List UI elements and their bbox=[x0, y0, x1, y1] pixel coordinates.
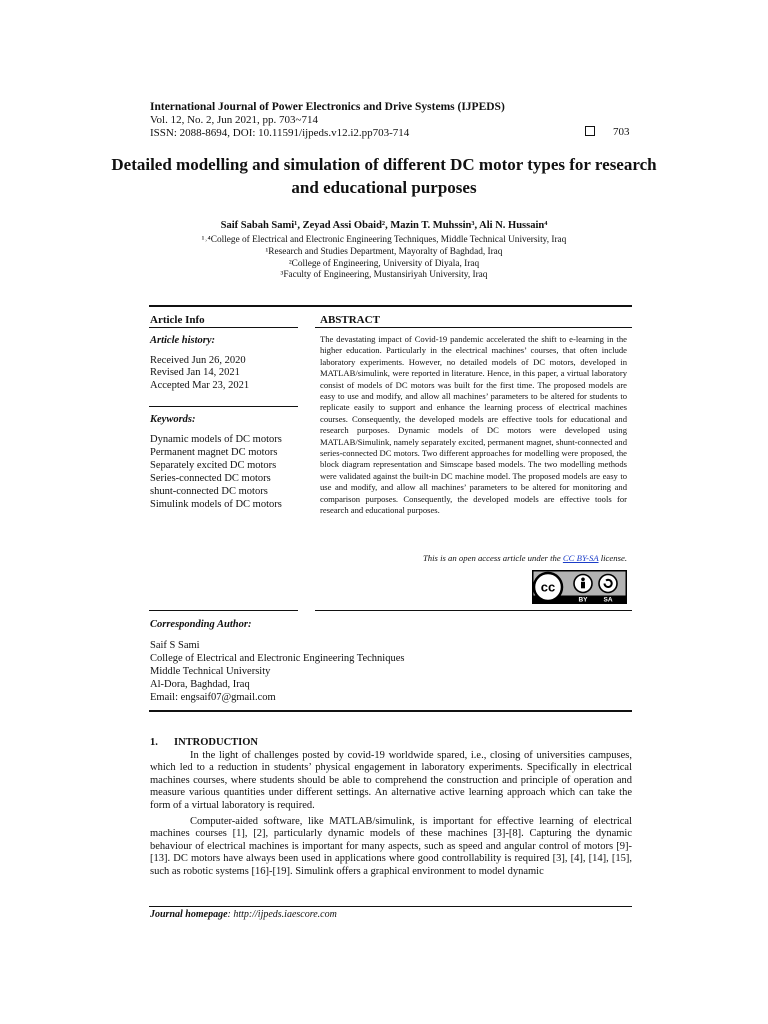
author-university: Middle Technical University bbox=[150, 666, 271, 677]
by-icon-body bbox=[581, 582, 585, 589]
license-prefix: This is an open access article under the bbox=[422, 553, 563, 563]
author-email[interactable]: Email: engsaif07@gmail.com bbox=[150, 692, 276, 703]
paper-title: Detailed modelling and simulation of different DC motor types for research and educational purposes bbox=[111, 155, 657, 197]
body-paragraph: In the light of challenges posted by covid-19 worldwide spared, i.e., closing of universities campuses, which led to a reduction in students’ physical engagement in laboratory experiments. Specifically in electrical machines courses, where students should be able to comprehend the construction and principle of operation and measure various quantities under different settings. An alternative active learning approach which can take the form of a virtual laboratory is required. bbox=[150, 750, 632, 811]
license-suffix: license. bbox=[598, 553, 627, 563]
revised-date: Revised Jan 14, 2021 bbox=[150, 367, 240, 378]
abstract-heading: ABSTRACT bbox=[320, 314, 380, 326]
page-number: 703 bbox=[613, 126, 630, 138]
sa-icon bbox=[599, 575, 617, 593]
keyword: Dynamic models of DC motors bbox=[150, 434, 282, 445]
section-title: INTRODUCTION bbox=[174, 737, 259, 748]
homepage-url[interactable]: : http://ijpeds.iaescore.com bbox=[227, 909, 337, 920]
author-list: Saif Sabah Sami¹, Zeyad Assi Obaid², Mazin T. Muhssin³, Ali N. Hussain⁴ bbox=[220, 220, 548, 231]
by-icon-head bbox=[581, 578, 585, 582]
by-label: BY bbox=[578, 596, 588, 604]
cc-by-sa-badge[interactable] bbox=[532, 570, 627, 604]
received-date: Received Jun 26, 2020 bbox=[150, 355, 246, 366]
badge-label-bar bbox=[562, 596, 626, 603]
affiliation: ³Faculty of Engineering, Mustansiriyah University, Iraq bbox=[280, 270, 488, 280]
affiliation: ²College of Engineering, University of Diyala, Iraq bbox=[288, 259, 480, 269]
keyword: Series-connected DC motors bbox=[150, 473, 271, 484]
introduction-heading bbox=[150, 737, 258, 748]
sa-label: SA bbox=[603, 596, 613, 604]
info-bottom-rule bbox=[149, 610, 298, 611]
abstract-heading-underline bbox=[315, 327, 632, 328]
journal-name: International Journal of Power Electronics and Drive Systems (IJPEDS) bbox=[150, 101, 505, 113]
homepage-label: Journal homepage bbox=[150, 909, 228, 920]
affiliation: ¹Research and Studies Department, Mayoralty of Baghdad, Iraq bbox=[265, 247, 503, 257]
info-heading-underline bbox=[149, 327, 298, 328]
corresponding-author-heading: Corresponding Author: bbox=[150, 619, 252, 630]
abstract-bottom-rule bbox=[315, 610, 632, 611]
keyword: Separately excited DC motors bbox=[150, 460, 277, 471]
affiliation: ¹˒⁴College of Electrical and Electronic Engineering Techniques, Middle Technical University, Iraq bbox=[201, 235, 567, 245]
journal-homepage bbox=[150, 909, 337, 920]
square-bullet-icon bbox=[585, 126, 595, 136]
abstract-text: The devastating impact of Covid-19 pandemic accelerated the shift to e-learning in the higher education. Particularly in the electrical machines’ courses, that often include laboratory experiments. However, no detailed models of DC motors, developed in MATLAB/simulink, were reported in literature. Hence, in this paper, a virtual laboratory consist of models of DC motors was built for the first time. The proposed models are easy to use and modify, and allow all machines’ parameters to be altered for students to replicate easily to support and enhance the learning process of electrical machines courses. Consequently, the developed models are effective tools for educational and research purposes. Dynamic models of DC motors were developed using MATLAB/Simulink, namely separately excited, permanent magnet, shunt-connected and series-connected DC motors. Two different approaches for modelling were proposed, the block diagram representation and Simscape based models. The two modelling methods were validated against the built-in DC machine model. The proposed models are easy to use and modify, and allow all machines’ parameters to be altered for monitoring and comparison purposes. Consequently, the developed models are effective tools for research and educational purposes. bbox=[320, 334, 627, 516]
keywords-heading: Keywords: bbox=[150, 414, 196, 425]
article-history-heading: Article history: bbox=[150, 335, 216, 346]
keyword: shunt-connected DC motors bbox=[150, 486, 268, 497]
keyword: Permanent magnet DC motors bbox=[150, 447, 278, 458]
section-divider bbox=[149, 305, 632, 307]
journal-issn-line: ISSN: 2088-8694, DOI: 10.11591/ijpeds.v12.i2.pp703-714 bbox=[150, 127, 410, 139]
cc-badge-graphic bbox=[532, 570, 627, 604]
keyword: Simulink models of DC motors bbox=[150, 499, 282, 510]
author-college: College of Electrical and Electronic Engineering Techniques bbox=[150, 653, 405, 664]
author-name: Saif S Sami bbox=[150, 640, 200, 651]
author-address: Al-Dora, Baghdad, Iraq bbox=[150, 679, 250, 690]
section-number: 1. bbox=[150, 737, 158, 748]
journal-volume-line: Vol. 12, No. 2, Jun 2021, pp. 703~714 bbox=[150, 114, 319, 126]
body-paragraph: Computer-aided software, like MATLAB/simulink, is important for effective learning of electrical machines courses [1], [2], particularly dynamic models of these machines [3]-[8]. Capturing the dynamic behaviour of electrical machines is important for many aspects, such as speed and angular control of motors [9]-[13]. DC motors have always been used in applications where good controllability is required [3], [4], [14], [15], such as robotic systems [16]-[19]. Simulink offers a graphical environment to model dynamic bbox=[150, 816, 632, 877]
article-info-heading: Article Info bbox=[150, 314, 205, 326]
info-divider bbox=[149, 406, 298, 407]
section-divider bbox=[149, 710, 632, 712]
cc-glyph: cc bbox=[540, 579, 556, 595]
accepted-date: Accepted Mar 23, 2021 bbox=[150, 380, 250, 391]
footer-rule bbox=[149, 906, 632, 907]
license-link[interactable]: CC BY-SA bbox=[562, 553, 599, 563]
license-note bbox=[320, 553, 627, 563]
